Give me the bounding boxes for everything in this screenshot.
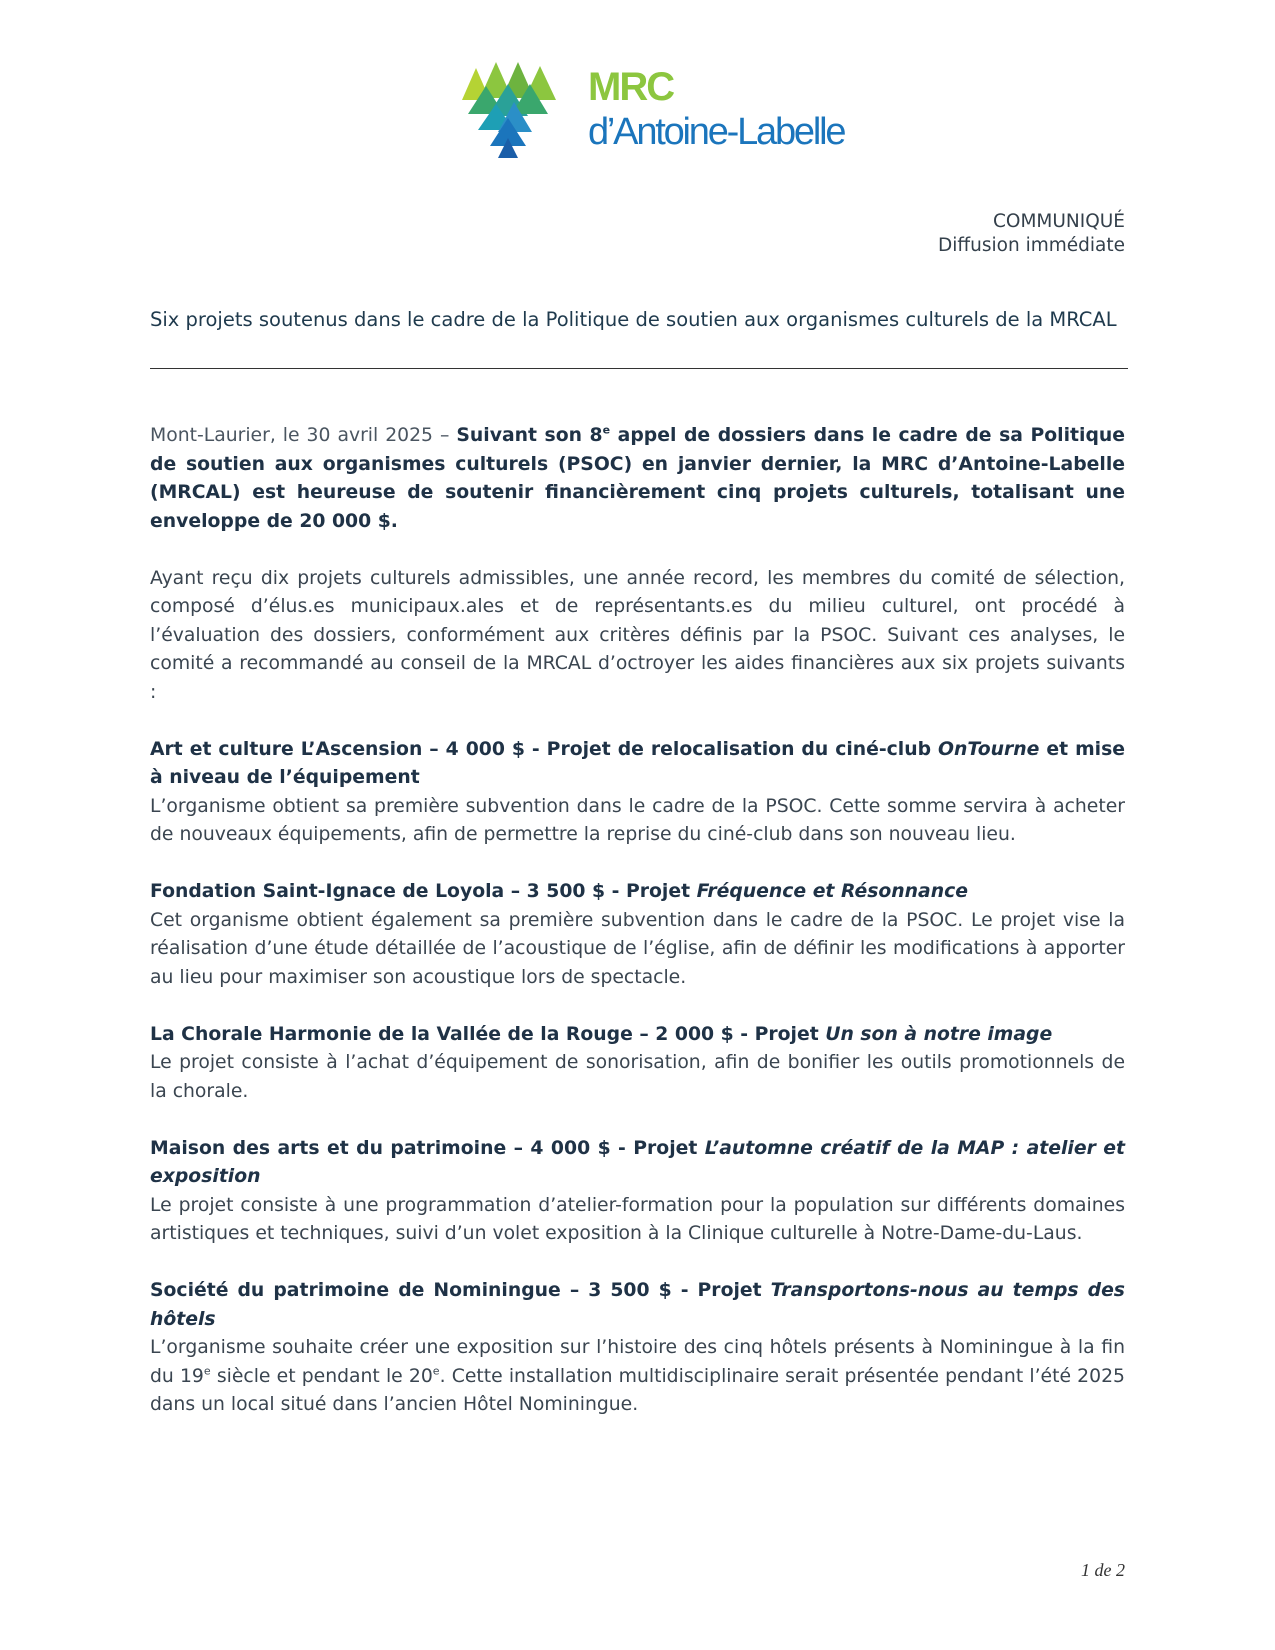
release-header (938, 210, 1125, 258)
page-number: 1 de 2 (1081, 1560, 1125, 1580)
project-description: Cet organisme obtient également sa première subvention dans le cadre de la PSOC. Le projet vise la réalisation d’une étude détaillée de l’acoustique de l’église, afin de définir les modifications à apporter au lieu pour maximiser son acoustique lors de spectacle. (150, 909, 1125, 988)
project-description-part: . Cette installation multidisciplinaire serait présentée pendant l’été 2025 dans un local situé dans l’ancien Hôtel Nominingue. (150, 1365, 1125, 1415)
project-title-emphasis: Transportons-nous au temps des hôtels (150, 1280, 1125, 1330)
release-type: COMMUNIQUÉ (992, 211, 1125, 232)
lead-bold-part2: appel de dossiers dans le cadre de sa Politique de soutien aux organismes culturels (PSOC) en janvier dernier, la MRC d’Antoine-Labelle (MRCAL) est heureuse de soutenir financièrement cinq projets culturels, totalisant une enveloppe de 20 000 $. (150, 425, 1126, 532)
logo-trees-icon (462, 62, 582, 158)
project-title-pre: La Chorale Harmonie de la Vallée de la Rouge – 2 000 $ - Projet (150, 1023, 826, 1045)
dateline: Mont-Laurier, le 30 avril 2025 – (150, 425, 457, 446)
project-title (150, 881, 968, 902)
lead-bold-sup: e (602, 423, 611, 437)
project-title-pre: Fondation Saint-Ignace de Loyola – 3 500 $ - Projet (150, 881, 697, 902)
project-description: Le projet consiste à l’achat d’équipement de sonorisation, afin de bonifier les outils promotionnels de la chorale. (150, 1052, 1125, 1102)
project-title-emphasis: Un son à notre image (825, 1023, 1053, 1045)
project-title-pre: Société du patrimoine de Nominingue – 3 500 $ - Projet (150, 1280, 771, 1301)
project-item (150, 736, 1125, 850)
project-title (150, 1138, 1125, 1188)
logo-mrc-text: MRC (588, 65, 674, 109)
project-title-post: et mise à niveau de l’équipement (150, 738, 1126, 788)
project-description-part: L’organisme souhaite créer une exposition sur l’histoire des cinq hôtels présents à Nominingue à la fin du 19 (150, 1337, 1125, 1387)
project-item (150, 1021, 1125, 1107)
project-title-emphasis: Fréquence et Résonnance (696, 881, 968, 902)
project-title-pre: Maison des arts et du patrimoine – 4 000 $ - Projet (150, 1137, 705, 1159)
superscript: e (203, 1364, 211, 1378)
logo-name-text: d’Antoine-Labelle (588, 111, 845, 153)
project-item (150, 1277, 1125, 1420)
project-title (150, 1280, 1125, 1330)
project-title-emphasis: OnTourne (938, 738, 1040, 760)
intro-paragraph: Ayant reçu dix projets culturels admissibles, une année record, les membres du comité de sélection, composé d’élus.es municipaux.ales et de représentants.es du milieu culturel, ont procédé à l’évaluation des dossiers, conformément aux critères définis par la PSOC. Suivant ces analyses, le comité a recommandé au conseil de la MRCAL d’octroyer les aides financières aux six projets suivants : (150, 567, 1125, 703)
superscript: e (432, 1364, 440, 1378)
project-description (150, 1334, 1125, 1420)
mrc-logo (462, 62, 845, 158)
project-description: L’organisme obtient sa première subvention dans le cadre de la PSOC. Cette somme servira à acheter de nouveaux équipements, afin de permettre la reprise du ciné-club dans son nouveau lieu. (150, 795, 1125, 845)
project-title-pre: Art et culture L’Ascension – 4 000 $ - Projet de relocalisation du ciné-club (150, 738, 939, 760)
page-title: Six projets soutenus dans le cadre de la Politique de soutien aux organismes culturels de la MRCAL (150, 308, 1117, 331)
project-item (150, 878, 1125, 992)
project-item (150, 1135, 1125, 1249)
project-description: Le projet consiste à une programmation d’atelier-formation pour la population sur différents domaines artistiques et techniques, suivi d’un volet exposition à la Clinique culturelle à Notre-Dame-du-Laus. (150, 1194, 1125, 1244)
project-description-part: siècle et pendant le 20 (210, 1365, 433, 1387)
project-title (150, 739, 1125, 789)
lead-bold-part1: Suivant son 8 (456, 425, 603, 446)
project-title (150, 1024, 1052, 1045)
project-title-emphasis: L’automne créatif de la MAP : atelier et exposition (150, 1137, 1125, 1187)
release-body (150, 422, 1125, 1448)
release-diffusion: Diffusion immédiate (938, 235, 1125, 256)
lead-paragraph (150, 422, 1125, 536)
title-divider (150, 368, 1128, 369)
